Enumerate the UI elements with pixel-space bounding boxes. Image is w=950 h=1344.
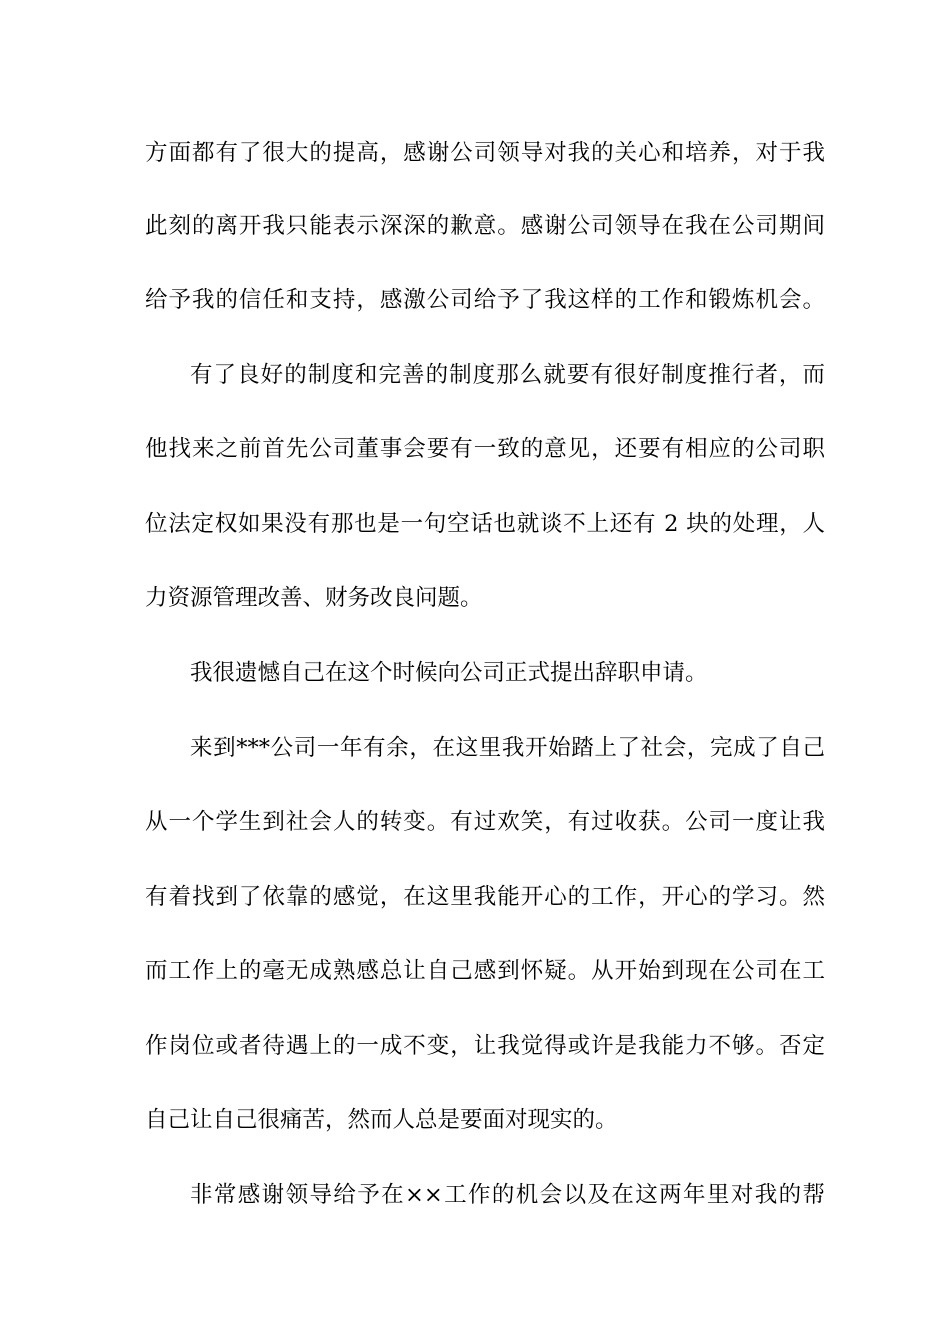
paragraph-first-line: 我很遗憾自己在这个时候向公司正式提出辞职申请。 xyxy=(190,660,708,686)
body-text-line: 作岗位或者待遇上的一成不变，让我觉得或许是我能力不够。否定 xyxy=(145,1033,825,1059)
paragraph-first-line: 来到***公司一年有余，在这里我开始踏上了社会，完成了自己 xyxy=(190,735,825,761)
body-text-line: 方面都有了很大的提高，感谢公司领导对我的关心和培养，对于我 xyxy=(145,140,825,166)
body-text-line: 而工作上的毫无成熟感总让自己感到怀疑。从开始到现在公司在工 xyxy=(145,958,825,984)
paragraph-first-line: 有了良好的制度和完善的制度那么就要有很好制度推行者，而 xyxy=(190,362,825,388)
body-text-line: 位法定权如果没有那也是一句空话也就谈不上还有 2 块的处理，人 xyxy=(145,511,825,537)
body-text-line: 给予我的信任和支持，感激公司给予了我这样的工作和锻炼机会。 xyxy=(145,287,825,313)
body-text-line: 从一个学生到社会人的转变。有过欢笑，有过收获。公司一度让我 xyxy=(145,809,825,835)
body-text-line: 自己让自己很痛苦，然而人总是要面对现实的。 xyxy=(145,1107,618,1133)
body-text-line: 他找来之前首先公司董事会要有一致的意见，还要有相应的公司职 xyxy=(145,436,825,462)
body-text-line: 力资源管理改善、财务改良问题。 xyxy=(145,585,483,611)
paragraph-first-line: 非常感谢领导给予在××工作的机会以及在这两年里对我的帮 xyxy=(190,1182,825,1208)
body-text-line: 此刻的离开我只能表示深深的歉意。感谢公司领导在我在公司期间 xyxy=(145,213,825,239)
body-text-line: 有着找到了依靠的感觉，在这里我能开心的工作，开心的学习。然 xyxy=(145,884,825,910)
